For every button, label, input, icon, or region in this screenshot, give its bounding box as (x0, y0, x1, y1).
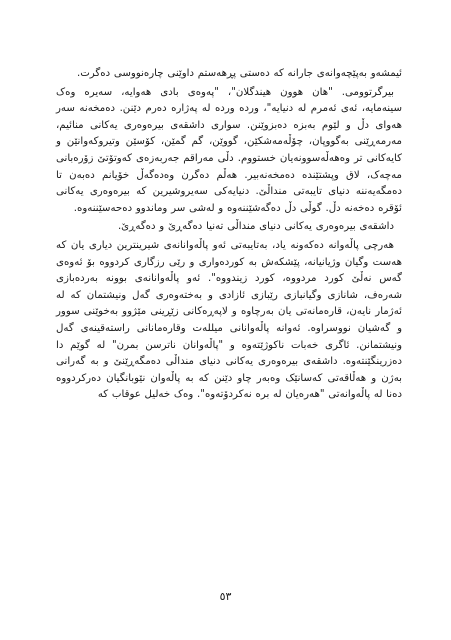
paragraph-2: بیرگرتوومی. "هان هوون هیندگلان"، "پەوەی بادی هەوایە، سەیرە وەک سینەمایە، ئەی ئەمرم لە دنیایە"، وردە وردە لە پەژارە دەرم دێنن. دەمخەنە سەر هەوای دڵ و لێوم بەبزە دەبزوێنن. سواری داشقەی بیرەوەری یەکانی منائیم، مەرمەڕێنی بەگووپان، چۆڵەمەشکێن، گووێن، گم گمێن، کۆسێن وتیروکەوانێن و کایەکانی تر وەهەڵەسوونەیان خستووم. دڵی مەراقم جەربەزەی کەوتۆتێ زۆرەبانی مەچەک، لاق وپشتێندە دەمخەنەبیر. هەڵم دەگرن وەدەگەڵ خۆیانم دەبەن تا دەمگەیەننە دنیای تایبەتی منداڵێ. دنیایەکی سەیروشیرین کە بیرەوەری یەکانی ئۆقرە دەخەنە دڵ. گوڵی دڵ دەگەشێننەوە و لەشی سر وماندوو دەحەسێننەوە. (56, 86, 402, 214)
paragraph-1: ئیمشەو بەپێچەوانەی جارانە کە دەستی پڕهەستم داوێنی چارەنووسی دەگرت. (76, 68, 402, 79)
paragraph-4: هەرچی پاڵەوانە دەکەونە یاد، بەتایبەتی ئەو پاڵەوانانەی شیرینترین دیاری یان کە هەست وگیان وژیانیانە، پێشکەش بە کوردەواری و رێی رزگاری کردووە بۆ ئەوەی گەس نەڵێ کورد مردووە، کورد زیندووە". ئەو پاڵەوانانەی بوونە بەردەبازی شەرەف، شانازی وگیانبازی رێبازی ئازادی و بەختەوەری گەل ونیشتمان کە لە ئەژمار نایەن، قارەمانەتی یان بەرچاوە و لاپەڕەکانی زێڕینی مێژوو بەخوێنی سوور و گەشیان نووسراوە. ئەوانە پاڵەوانانی میللەت وقارەمانانی راستەقینەی گەل ونیشتمانن. ئاگری خەبات ناکوژێتەوە و "پاڵەوانان ناترسن بمرن" لە گوێم دا دەزرینگێنتەوە. داشقەی بیرەوەری یەکانی دنیای منداڵی دەمگەڕێنێ و بە گەرانی بەژن و هەڵاقەتی کەسانێک وەبەر چاو دێنن کە بە پاڵەوان نێوبانگیان دەرکردووە دەنا لە پاڵەوانەتی "هەرەیان لە برە نەکردۆتەوە". وەک خەلیل عوقاب کە (56, 239, 402, 401)
paragraph-3: داشقەی بیرەوەری یەکانی دنیای منداڵی تەنیا دەگەڕێ و دەگەڕێ. (117, 221, 394, 233)
page-number: ٥٣ (219, 590, 232, 603)
document-body (56, 66, 402, 406)
